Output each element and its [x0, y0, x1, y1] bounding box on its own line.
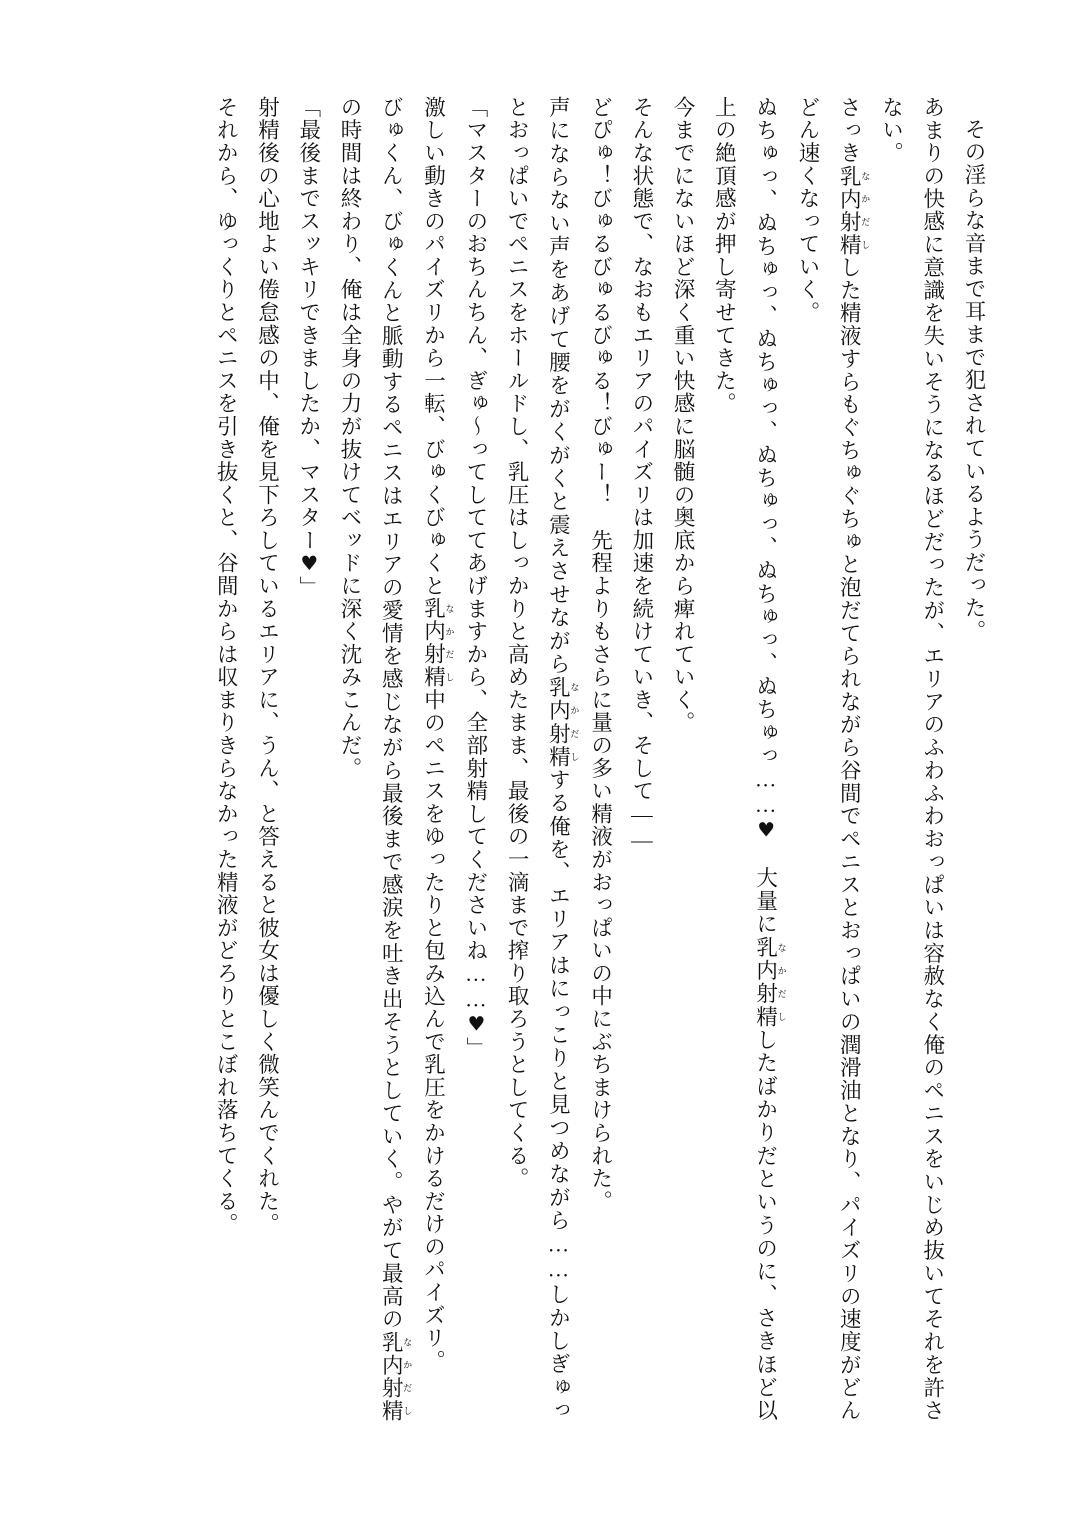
- paragraph-9: 「マスターのおちんちん、ぎゅ～ってしててあげますから、全部射精してくださいね……♥」: [463, 96, 488, 1060]
- paragraph-8: 声にならない声をあげて腰をがくがくと震えさせながら乳内射精 なかだしする俺を、エリアはにっこりと見つめながら……しかしぎゅっとおっぱいでペニスをホールドし、乳圧はしっかりと高めたまま、最後の一滴まで搾り取ろうとしてくる。: [505, 96, 580, 1422]
- paragraph-2: あまりの快感に意識を失いそうになるほどだったが、エリアのふわふわおっぱいは容赦なく俺のペニスをいじめ抜いてそれを許さない。: [879, 96, 945, 1422]
- paragraph-1: その淫らな音まで耳まで犯されているようだった。: [962, 117, 986, 642]
- ruby-nakadashi: 乳内射精 なかだし: [753, 935, 787, 1029]
- paragraph-7: どぴゅ！びゅるびゅるびゅる！びゅー！ 先程よりもさらに量の多い精液がおっぱいの中にぶちまけられた。: [588, 96, 613, 1213]
- ruby-nakadashi: 乳内射精 なかだし: [546, 675, 580, 769]
- paragraph-5: 今までにないほど深く重い快感に脳髄の奥底から痺れていく。: [671, 96, 696, 735]
- paragraph-3: さっき乳内射精 なかだしした精液すらもぐちゅぐちゅと泡だてられながら谷間でペニスとおっぱいの潤滑油となり、パイズリの速度がどんどん速くなっていく。: [795, 96, 871, 1422]
- paragraph-13: 射精後の心地よい倦怠感の中、俺を見下ろしているエリアに、うん、と答えると彼女は優しく微笑んでくれた。: [255, 96, 280, 1236]
- paragraph-10: 激しい動きのパイズリから一転、びゅくびゅくと乳内射精 なかだし中のペニスをゆったりと包み込んで乳圧をかけるだけのパイズリ。: [421, 96, 455, 1373]
- vertical-text-body: [120, 96, 994, 1422]
- paragraph-12: 「最後までスッキリできましたか、マスター♥」: [296, 96, 321, 599]
- ruby-nakadashi: 乳内射精 なかだし: [379, 1330, 413, 1422]
- paragraph-14: それから、ゆっくりとペニスを引き抜くと、谷間からは収まりきらなかった精液がどろりとこぼれ落ちてくる。: [214, 96, 239, 1236]
- paragraph-4: ぬちゅっ、ぬちゅっ、ぬちゅっ、ぬちゅっ、ぬちゅっ、ぬちゅっ……♥ 大量に乳内射精 なかだししたばかりだというのに、さきほど以上の絶頂感が押し寄せてきた。: [712, 96, 787, 1422]
- ruby-nakadashi: 乳内射精 なかだし: [837, 164, 871, 257]
- heart-glyph: ♥: [297, 551, 321, 577]
- ruby-nakadashi: 乳内射精 なかだし: [421, 597, 455, 689]
- heart-glyph: ♥: [754, 818, 778, 844]
- paragraph-6: そんな状態で、なおもエリアのパイズリは加速を続けていき、そして――: [629, 96, 654, 854]
- heart-glyph: ♥: [464, 1012, 488, 1037]
- paragraph-11: びゅくん、びゅくんと脈動するペニスはエリアの愛情を感じながら最後まで感涙を吐き出そうとしていく。やがて最高の乳内射精 なかだしの時間は終わり、俺は全身の力が抜けてベッドに深く沈みこんだ。: [338, 96, 413, 1422]
